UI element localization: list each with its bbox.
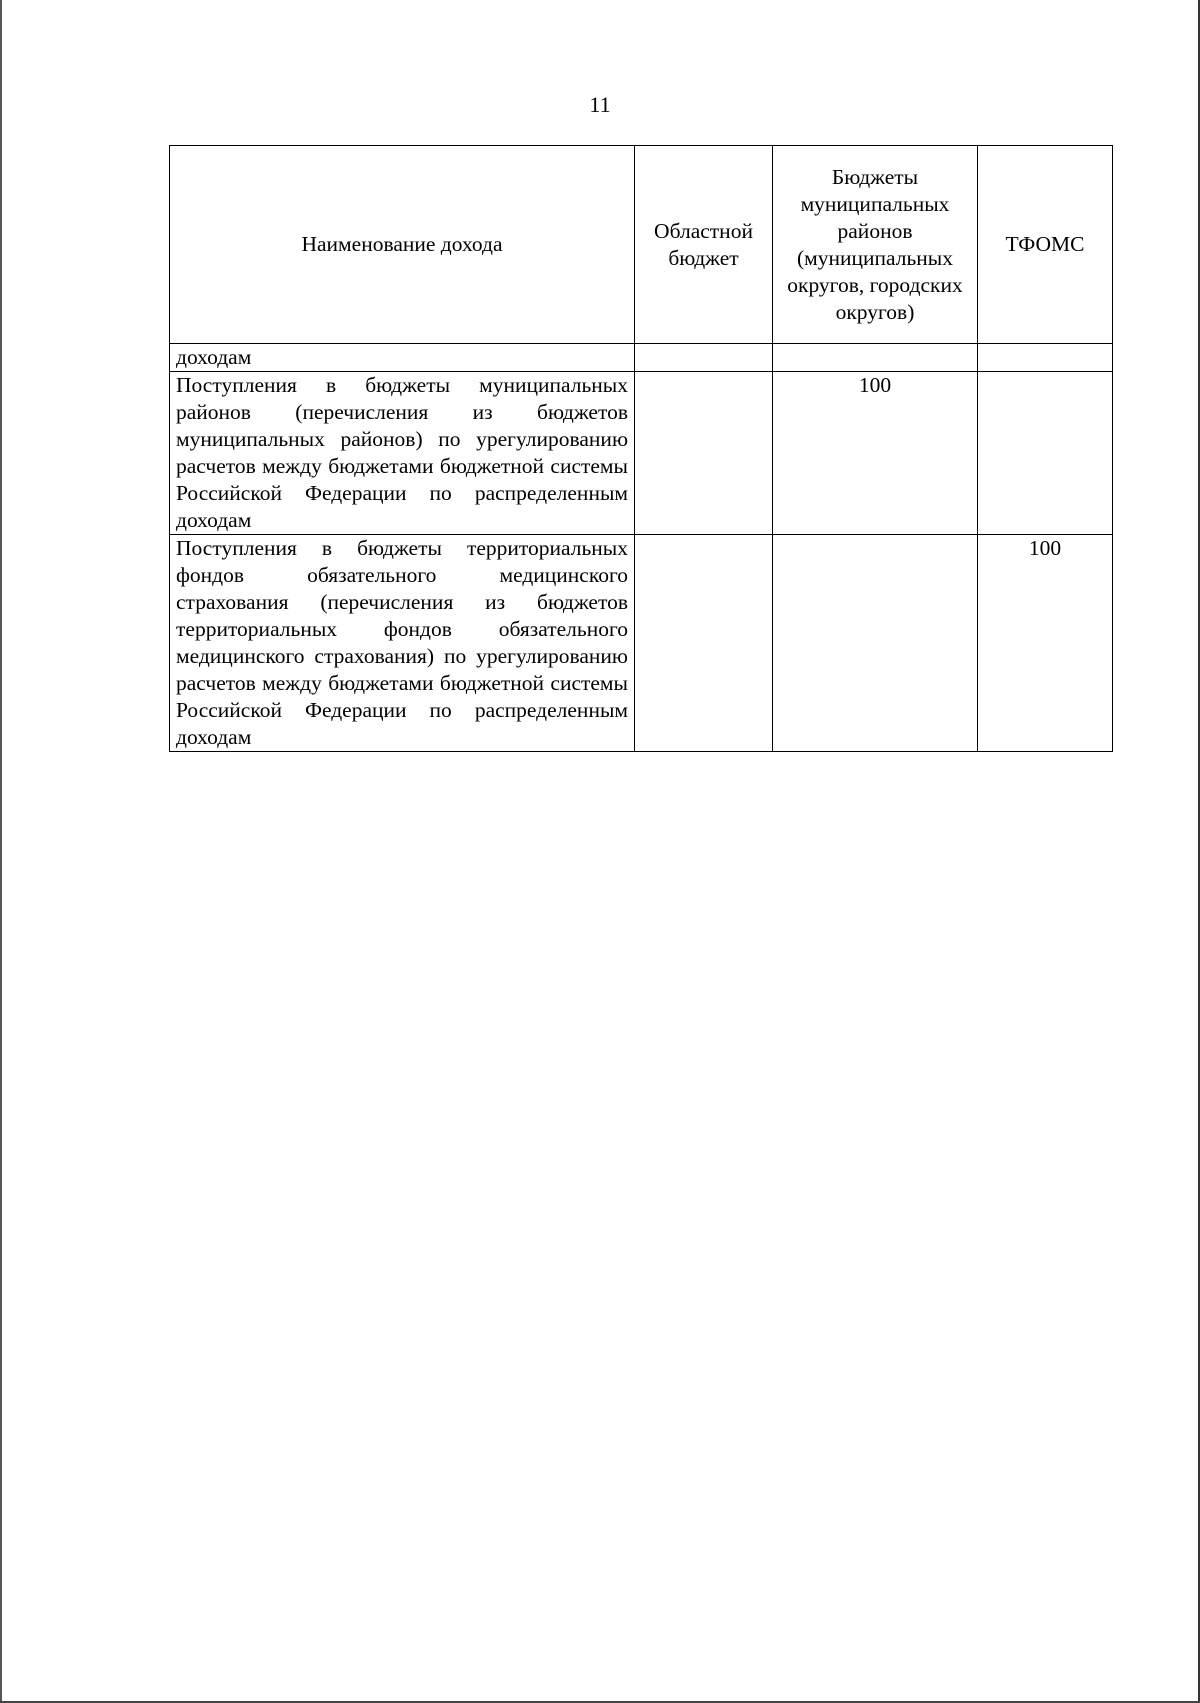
table-row (170, 535, 1113, 752)
scan-edge-left (0, 0, 2, 1703)
table-row (170, 372, 1113, 535)
municipal-value-cell (773, 344, 978, 372)
income-name-cell: Поступления в бюджеты муниципальных районов (перечисления из бюджетов муниципальных районов) по урегулированию расчетов между бюджетами бюджетной системы Российской Федерации по распределенным доходам (170, 372, 635, 535)
tfoms-value-cell (978, 372, 1113, 535)
income-name-cell: доходам (170, 344, 635, 372)
regional-value-cell (635, 535, 773, 752)
income-distribution-table (169, 145, 1113, 752)
header-municipal-budgets: Бюджеты муниципальных районов (муниципальных округов, городских округов) (773, 146, 978, 344)
tfoms-value-cell (978, 344, 1113, 372)
table-row (170, 344, 1113, 372)
municipal-value-cell: 100 (773, 372, 978, 535)
regional-value-cell (635, 344, 773, 372)
municipal-value-cell (773, 535, 978, 752)
table-header-row (170, 146, 1113, 344)
page-number: 11 (589, 92, 611, 117)
header-regional-budget: Областной бюджет (635, 146, 773, 344)
income-name-cell: Поступления в бюджеты территориальных фондов обязательного медицинского страхования (перечисления из бюджетов территориальных фондов обязательного медицинского страхования) по урегулированию расчетов между бюджетами бюджетной системы Российской Федерации по распределенным доходам (170, 535, 635, 752)
regional-value-cell (635, 372, 773, 535)
header-tfoms: ТФОМС (978, 146, 1113, 344)
header-income-name: Наименование дохода (170, 146, 635, 344)
tfoms-value-cell: 100 (978, 535, 1113, 752)
